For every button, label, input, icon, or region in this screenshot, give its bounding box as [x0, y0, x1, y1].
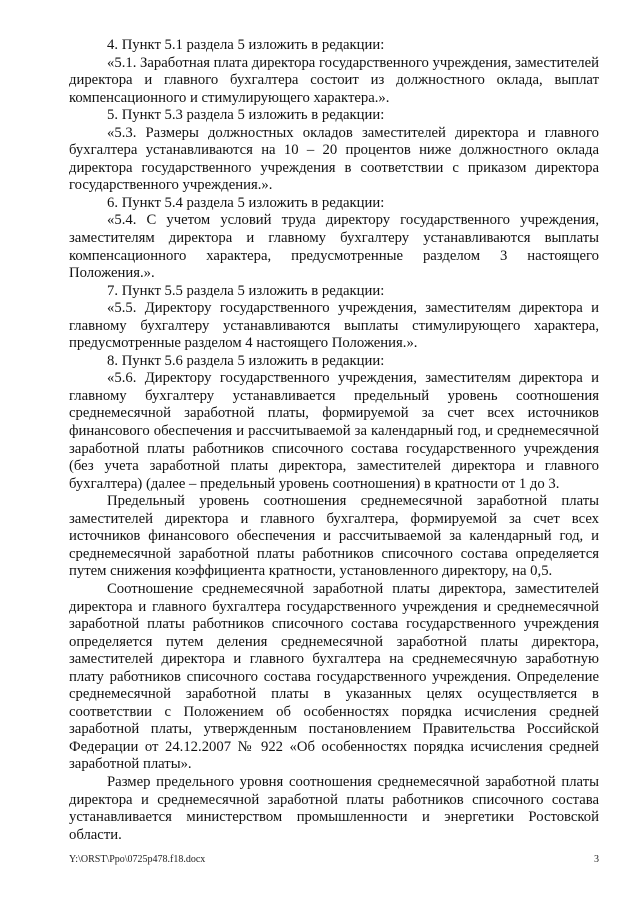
paragraph-item-8-heading: 8. Пункт 5.6 раздела 5 изложить в редакции: — [107, 352, 385, 369]
footer-file-path: Y:\ORST\Ppo\0725p478.f18.docx — [69, 854, 206, 865]
paragraph-clause-5-3: «5.3. Размеры должностных окладов заместителей директора и главного бухгалтера устанавливаются на 10 – 20 процентов ниже должностного оклада директора государственного учреждения в соответствии с приказом директора государственного учреждения.». — [69, 124, 599, 194]
page-footer — [69, 854, 599, 868]
paragraph-ratio-calculation: Соотношение среднемесячной заработной платы директора, заместителей директора и главного бухгалтера государственного учреждения и среднемесячной заработной платы работников списочного состава государственного учреждения определяется путем деления среднемесячной заработной платы директора, заместителей директора и главного бухгалтера на среднемесячную заработную плату работников списочного состава государственного учреждения. Определение среднемесячной заработной платы в указанных целях осуществляется в соответствии с Положением об особенностях порядка исчисления средней заработной платы, утвержденным постановлением Правительства Российской Федерации от 24.12.2007 № 922 «Об особенностях порядка исчисления средней заработной платы». — [69, 580, 599, 773]
paragraph-ratio-size: Размер предельного уровня соотношения среднемесячной заработной платы директора и среднемесячной заработной платы работников списочного состава устанавливается министерством промышленности и энергетики Ростовской области. — [69, 773, 599, 843]
paragraph-item-6-heading: 6. Пункт 5.4 раздела 5 изложить в редакции: — [107, 194, 385, 211]
paragraph-item-5-heading: 5. Пункт 5.3 раздела 5 изложить в редакции: — [107, 107, 385, 124]
document-page — [69, 37, 599, 844]
paragraph-clause-5-5: «5.5. Директору государственного учреждения, заместителям директора и главному бухгалтеру устанавливаются выплаты стимулирующего характера, предусмотренные разделом 4 настоящего Положения.». — [69, 300, 599, 352]
paragraph-item-7-heading: 7. Пункт 5.5 раздела 5 изложить в редакции: — [107, 282, 385, 299]
footer-page-number: 3 — [594, 854, 599, 865]
paragraph-item-4-heading: 4. Пункт 5.1 раздела 5 изложить в редакции: — [107, 37, 385, 53]
paragraph-clause-5-1: «5.1. Заработная плата директора государственного учреждения, заместителей директора и главного бухгалтера состоит из должностного оклада, выплат компенсационного и стимулирующего характера.». — [69, 54, 599, 106]
paragraph-clause-5-6: «5.6. Директору государственного учреждения, заместителям директора и главному бухгалтеру устанавливается предельный уровень соотношения среднемесячной заработной платы, формируемой за счет всех источников финансового обеспечения и рассчитываемой за календарный год, и среднемесячной заработной платы работников списочного состава государственного учреждения (без учета заработной платы директора, заместителей директора и главного бухгалтера) (далее – предельный уровень соотношения) в кратности от 1 до 3. — [69, 370, 599, 492]
paragraph-deputies-ratio: Предельный уровень соотношения среднемесячной заработной платы заместителей директора и главного бухгалтера, формируемой за счет всех источников финансового обеспечения и рассчитываемой за календарный год, и среднемесячной заработной платы работников списочного состава определяется путем снижения коэффициента кратности, установленного директору, на 0,5. — [69, 493, 599, 580]
paragraph-clause-5-4: «5.4. С учетом условий труда директору государственного учреждения, заместителям директора и главному бухгалтеру устанавливаются выплаты компенсационного характера, предусмотренные разделом 3 настоящего Положения.». — [69, 212, 599, 282]
